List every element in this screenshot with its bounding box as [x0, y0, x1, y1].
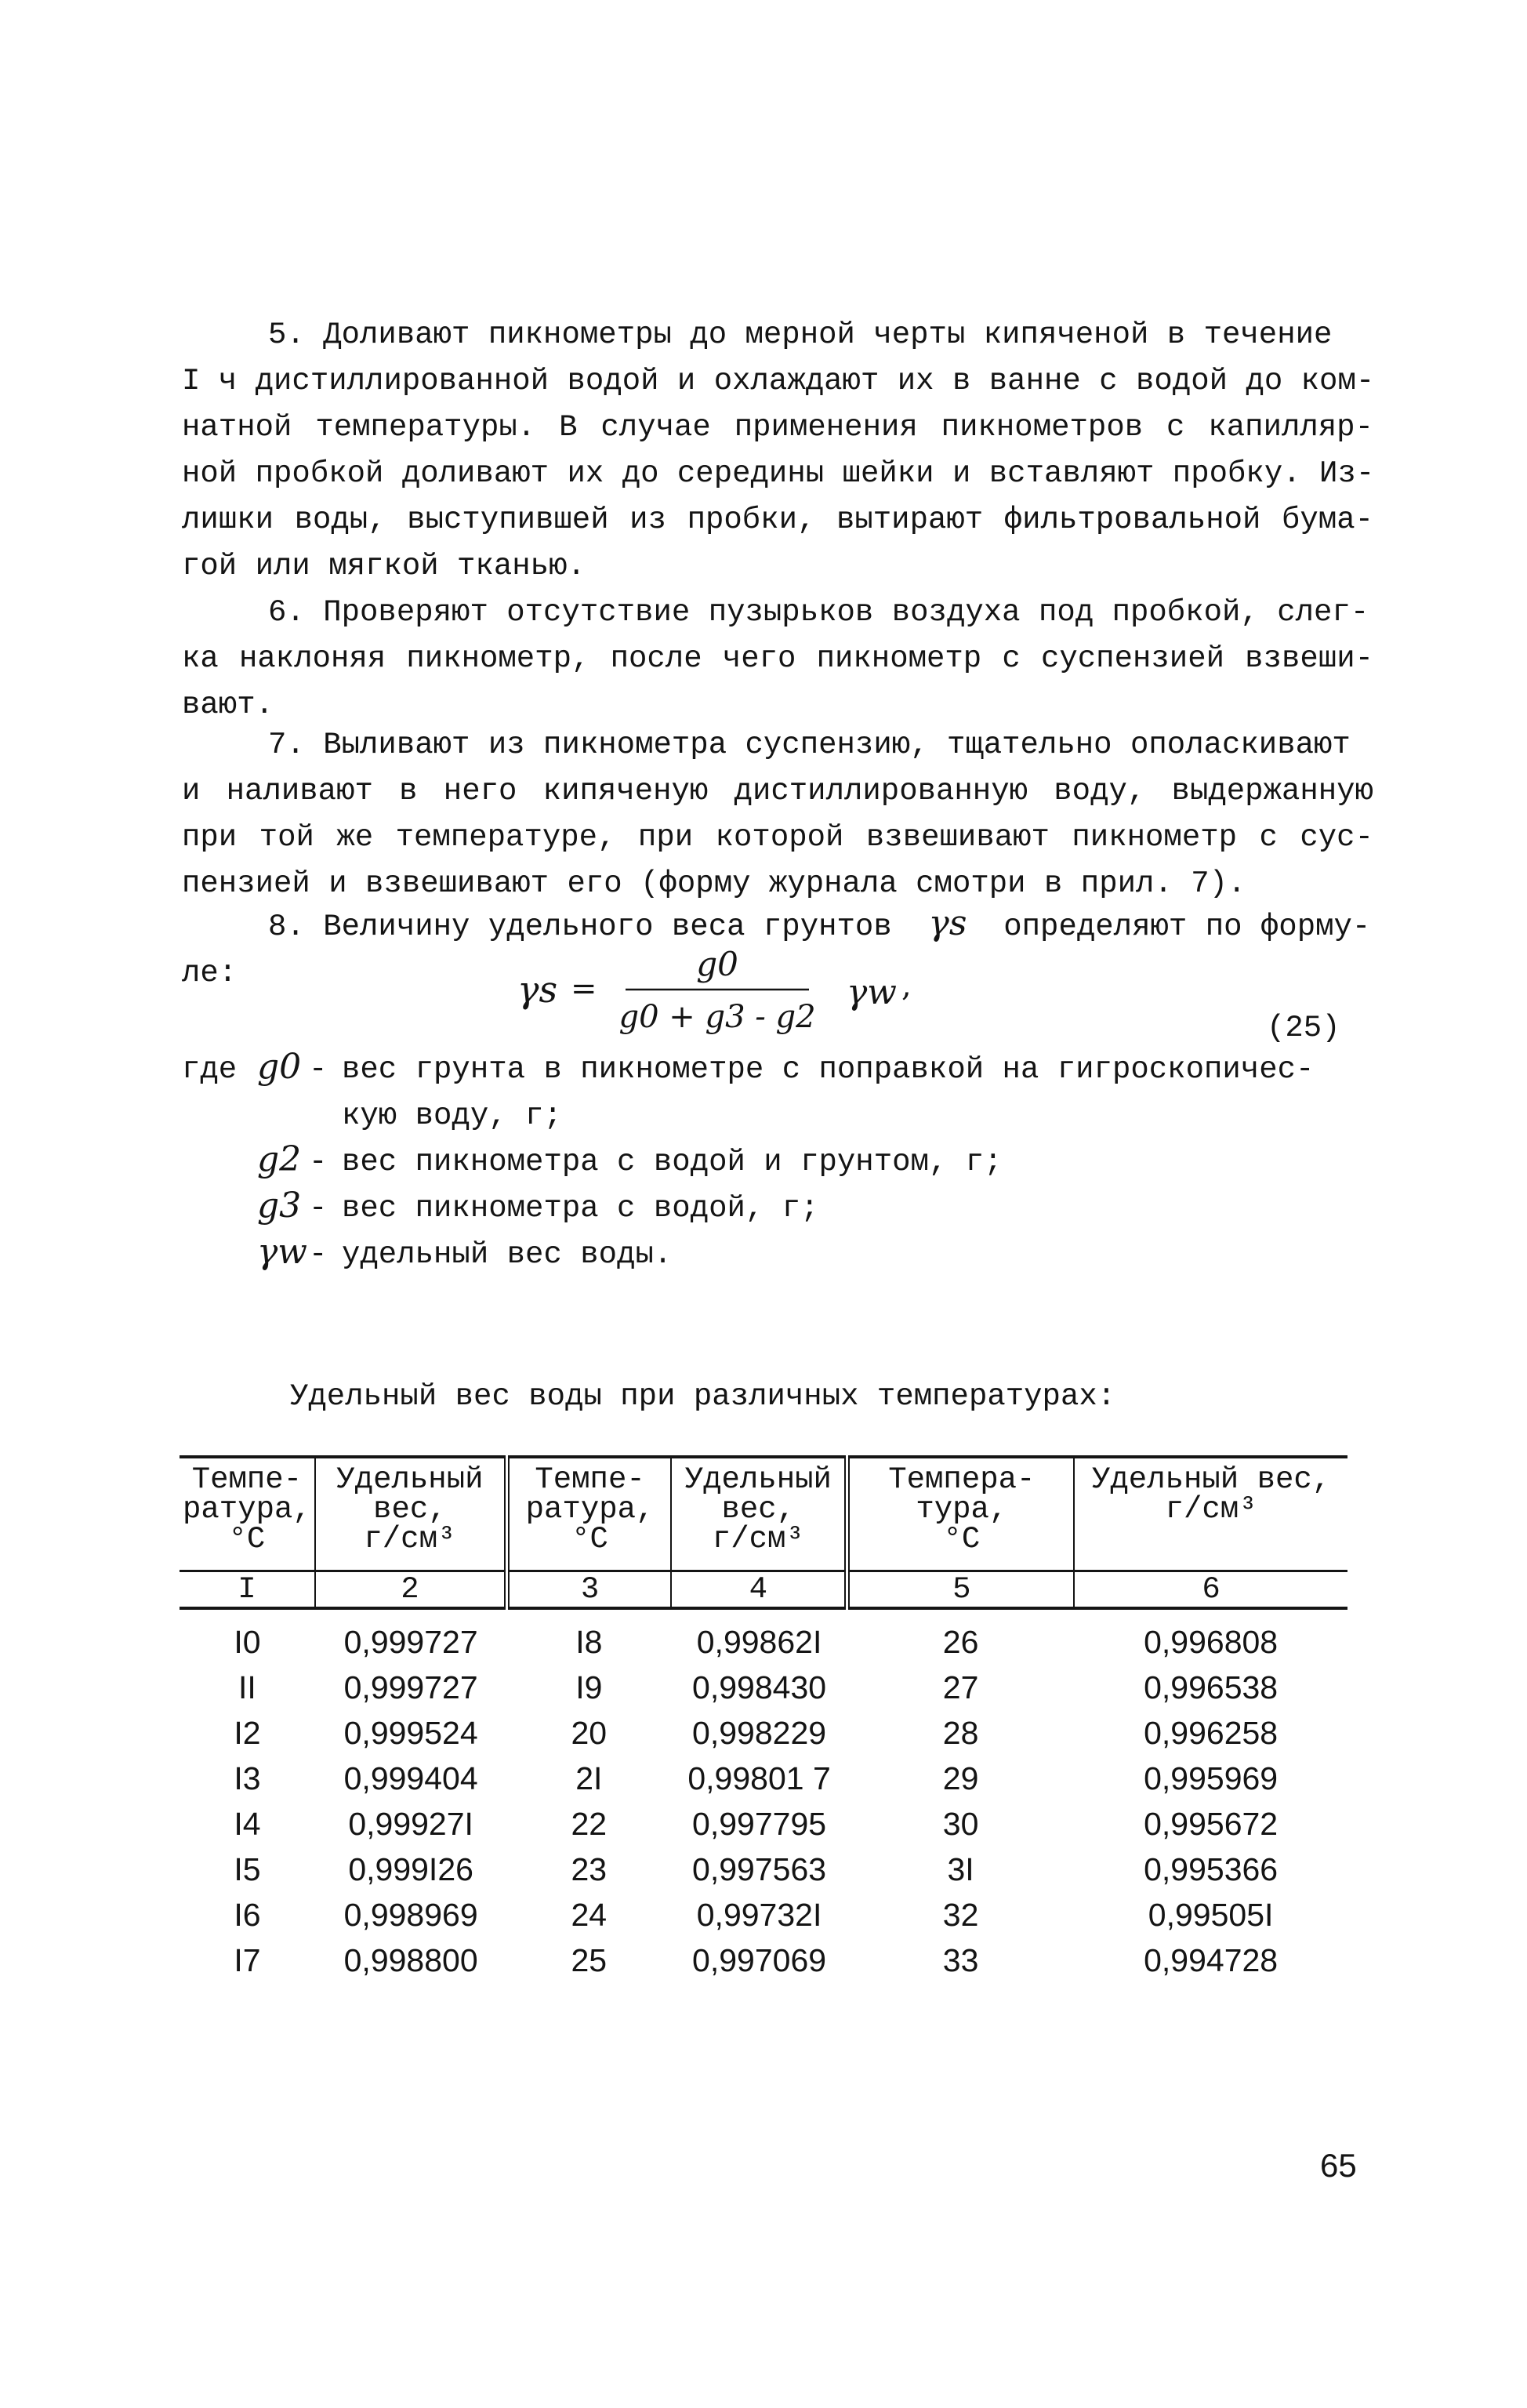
table-row — [180, 1938, 1347, 1983]
temperature-cell: I8 — [575, 1624, 603, 1660]
header-temperature-3: Темпера- тура, °С — [847, 1457, 1074, 1571]
temperature-cell: I3 — [234, 1760, 261, 1796]
variable-definitions — [182, 1047, 1373, 1278]
formula-25 — [510, 941, 1058, 1035]
paragraph-7 — [182, 722, 1373, 907]
formula-graphic — [510, 941, 1058, 1035]
temperature-cell: 3I — [947, 1851, 974, 1887]
temperature-cell: II — [238, 1669, 256, 1705]
table-row — [180, 1892, 1347, 1938]
table-header-row — [180, 1457, 1347, 1571]
density-cell: 0,997069 — [692, 1942, 827, 1978]
column-number: 6 — [1074, 1571, 1347, 1609]
temperature-cell: 24 — [571, 1897, 608, 1933]
density-cell: 0,999727 — [343, 1624, 478, 1660]
text-fragment: определяют по форму- — [1003, 910, 1371, 944]
water-density-table — [180, 1455, 1347, 1983]
definition-dash: - — [309, 1191, 328, 1226]
density-cell: 0,995672 — [1144, 1806, 1279, 1842]
temperature-cell: 26 — [942, 1624, 979, 1660]
temperature-cell: 25 — [571, 1942, 608, 1978]
formula-comma: , — [901, 968, 912, 1004]
temperature-cell: 27 — [942, 1669, 979, 1705]
table-row — [180, 1710, 1347, 1756]
definition-text: вес грунта в пикнометре с поправкой на гигроскопичес- — [342, 1052, 1315, 1087]
density-cell: 0,995366 — [1144, 1851, 1279, 1887]
temperature-cell: 20 — [571, 1715, 608, 1751]
temperature-cell: I9 — [575, 1669, 603, 1705]
column-number: I — [180, 1571, 315, 1609]
formula-denominator: g0 + g3 - g2 — [618, 999, 816, 1035]
density-cell: 0,997563 — [692, 1851, 827, 1887]
formula-lhs: γs — [517, 968, 558, 1011]
text-line: при той же температуре, при которой взвешивают пикнометр с сус- — [182, 820, 1373, 855]
column-number-row — [180, 1571, 1347, 1609]
temperature-cell: I0 — [234, 1624, 261, 1660]
text-line: пензией и взвешивают его (форму журнала смотри в прил. 7). — [182, 866, 1246, 901]
column-number: 4 — [671, 1571, 847, 1609]
temperature-cell: I7 — [234, 1942, 261, 1978]
density-cell: 0,99801 7 — [687, 1760, 831, 1796]
temperature-cell: 33 — [942, 1942, 979, 1978]
text-line: 5. Доливают пикнометры до мерной черты кипяченой в течение — [268, 318, 1333, 352]
definition-g3 — [182, 1186, 1373, 1232]
column-number: 2 — [315, 1571, 507, 1609]
temperature-cell: 22 — [571, 1806, 608, 1842]
table-caption: Удельный вес воды при различных температурах: — [290, 1379, 1116, 1414]
density-cell: 0,99732I — [696, 1897, 822, 1933]
density-cell: 0,99505I — [1148, 1897, 1274, 1933]
temperature-cell: 32 — [942, 1897, 979, 1933]
table-row — [180, 1665, 1347, 1710]
text-line: 6. Проверяют отсутствие пузырьков воздуха под пробкой, слег- — [268, 595, 1369, 630]
gamma-w-symbol: γw — [257, 1232, 307, 1272]
density-cell: 0,99862I — [696, 1624, 822, 1660]
table-row — [180, 1847, 1347, 1892]
formula-factor: γw — [847, 972, 897, 1012]
table-row — [180, 1608, 1347, 1665]
header-density-3: Удельный вес, г/см³ — [1074, 1457, 1347, 1571]
header-density-1: Удельный вес, г/см³ — [315, 1457, 507, 1571]
gamma-s-symbol: γs — [928, 903, 967, 943]
temperature-cell: 23 — [571, 1851, 608, 1887]
page-number: 65 — [1320, 2147, 1357, 2184]
definition-dash: - — [309, 1145, 328, 1179]
paragraph-5 — [182, 312, 1373, 590]
header-density-2: Удельный вес, г/см³ — [671, 1457, 847, 1571]
temperature-cell: 30 — [942, 1806, 979, 1842]
definition-g2 — [182, 1139, 1373, 1186]
definition-g0-cont — [182, 1093, 1373, 1139]
table-row — [180, 1801, 1347, 1847]
definition-text: кую воду, г; — [342, 1099, 562, 1133]
density-cell: 0,999727 — [343, 1669, 478, 1705]
density-cell: 0,998229 — [692, 1715, 827, 1751]
column-number: 5 — [847, 1571, 1074, 1609]
table-row — [180, 1756, 1347, 1801]
definition-text: вес пикнометра с водой и грунтом, г; — [342, 1145, 1003, 1179]
text-fragment: 8. Величину удельного веса грунтов — [268, 910, 892, 944]
text-line: натной температуры. В случае применения пикнометров с капилляр- — [182, 410, 1373, 445]
text-line: ле: — [182, 956, 238, 990]
paragraph-6 — [182, 590, 1373, 728]
temperature-cell: I4 — [234, 1806, 261, 1842]
temperature-cell: I5 — [234, 1851, 261, 1887]
density-cell: 0,996538 — [1144, 1669, 1279, 1705]
text-line: ной пробкой доливают их до середины шейки и вставляют пробку. Из- — [182, 456, 1375, 491]
temperature-cell: 29 — [942, 1760, 979, 1796]
formula-number: (25) — [1267, 1011, 1340, 1045]
header-temperature-2: Темпе- ратура, °С — [506, 1457, 671, 1571]
header-temperature-1: Темпе- ратура, °С — [180, 1457, 315, 1571]
temperature-cell: I6 — [234, 1897, 261, 1933]
density-cell: 0,999404 — [343, 1760, 478, 1796]
temperature-cell: 28 — [942, 1715, 979, 1751]
formula-numerator: g0 — [696, 945, 738, 983]
density-cell: 0,996258 — [1144, 1715, 1279, 1751]
text-line: лишки воды, выступившей из пробки, вытирают фильтровальной бума- — [182, 503, 1373, 537]
definition-dash: - — [309, 1052, 328, 1087]
density-cell: 0,994728 — [1144, 1942, 1279, 1978]
definition-g0 — [182, 1047, 1373, 1093]
temperature-cell: I2 — [234, 1715, 261, 1751]
definition-dash: - — [309, 1237, 328, 1272]
g3-symbol: g3 — [257, 1186, 302, 1226]
density-cell: 0,998969 — [343, 1897, 478, 1933]
column-number: 3 — [506, 1571, 671, 1609]
density-cell: 0,999524 — [343, 1715, 478, 1751]
g2-symbol: g2 — [257, 1139, 302, 1179]
density-cell: 0,998430 — [692, 1669, 827, 1705]
density-cell: 0,998800 — [343, 1942, 478, 1978]
g0-symbol: g0 — [257, 1047, 302, 1087]
text-line: I ч дистиллированной водой и охлаждают их в ванне с водой до ком- — [182, 364, 1375, 398]
formula-equals: = — [571, 971, 597, 1007]
density-cell: 0,996808 — [1144, 1624, 1279, 1660]
definition-text: удельный вес воды. — [342, 1237, 673, 1272]
table-body — [180, 1608, 1347, 1983]
temperature-cell: 2I — [575, 1760, 603, 1796]
text-line: ка наклоняя пикнометр, после чего пикнометр с суспензией взвеши- — [182, 641, 1373, 676]
text-line: вают. — [182, 688, 274, 722]
density-cell: 0,999I26 — [348, 1851, 473, 1887]
text-line: 7. Выливают из пикнометра суспензию, тщательно ополаскивают — [268, 728, 1351, 762]
density-cell: 0,99927I — [348, 1806, 473, 1842]
definition-text: вес пикнометра с водой, г; — [342, 1191, 819, 1226]
text-line: гой или мягкой тканью. — [182, 549, 586, 583]
definition-gamma-w — [182, 1232, 1373, 1278]
where-word: где — [182, 1052, 238, 1087]
density-cell: 0,995969 — [1144, 1760, 1279, 1796]
density-cell: 0,997795 — [692, 1806, 827, 1842]
text-line: и наливают в него кипяченую дистиллированную воду, выдержанную — [182, 774, 1373, 808]
